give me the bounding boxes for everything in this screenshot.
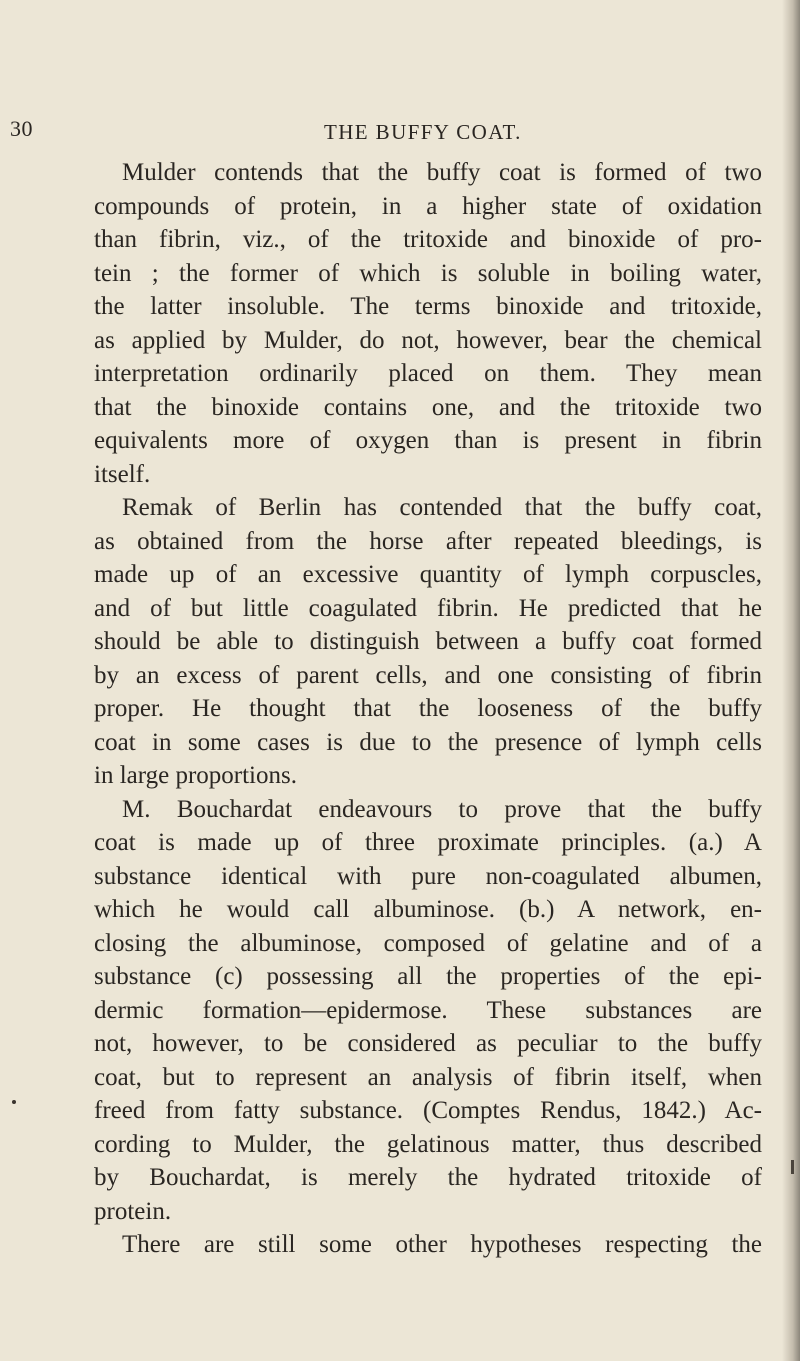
text-line: equivalents more of oxygen than is present in fibrin bbox=[94, 427, 762, 454]
margin-speck bbox=[12, 1100, 16, 1104]
text-line: There are still some other hypotheses respecting the bbox=[122, 1231, 762, 1258]
running-title: THE BUFFY COAT. bbox=[324, 120, 522, 144]
text-line: coat in some cases is due to the presence of lymph cells bbox=[94, 728, 762, 756]
text-line: should be able to distinguish between a buffy coat formed bbox=[94, 628, 762, 655]
text-line: substance identical with pure non-coagulated albumen, bbox=[94, 862, 762, 890]
text-line: not, however, to be considered as peculiar to the buffy bbox=[94, 1030, 762, 1057]
text-line: than fibrin, viz., of the tritoxide and binoxide of pro- bbox=[94, 226, 762, 253]
text-line: proper. He thought that the looseness of the buffy bbox=[94, 695, 762, 722]
text-line: closing the albuminose, composed of gelatine and of a bbox=[94, 929, 762, 957]
text-line: substance (c) possessing all the properties of the epi- bbox=[94, 963, 762, 990]
page-number: 30 bbox=[10, 116, 33, 141]
text-line: itself. bbox=[94, 460, 151, 488]
text-line: Remak of Berlin has contended that the buffy coat, bbox=[122, 494, 762, 521]
text-line: dermic formation—epidermose. These substances are bbox=[94, 996, 762, 1024]
text-line: Mulder contends that the buffy coat is formed of two bbox=[122, 159, 762, 186]
text-line: the latter insoluble. The terms binoxide and tritoxide, bbox=[94, 293, 762, 320]
text-line: as applied by Mulder, do not, however, bear the chemical bbox=[94, 326, 762, 354]
margin-mark bbox=[791, 1160, 794, 1174]
text-line: which he would call albuminose. (b.) A network, en- bbox=[94, 896, 762, 923]
text-line: cording to Mulder, the gelatinous matter, thus described bbox=[94, 1130, 762, 1158]
text-line: that the binoxide contains one, and the tritoxide two bbox=[94, 393, 762, 421]
text-line: tein ; the former of which is soluble in boiling water, bbox=[94, 259, 762, 287]
text-line: made up of an excessive quantity of lymph corpuscles, bbox=[94, 561, 762, 588]
text-line: interpretation ordinarily placed on them. They mean bbox=[94, 360, 762, 387]
page-edge-shadow bbox=[782, 0, 800, 1361]
text-line: protein. bbox=[94, 1197, 172, 1225]
text-line: as obtained from the horse after repeated bleedings, is bbox=[94, 527, 762, 555]
text-line: by an excess of parent cells, and one consisting of fibrin bbox=[94, 661, 762, 689]
text-line: by Bouchardat, is merely the hydrated tritoxide of bbox=[94, 1164, 762, 1191]
text-line: and of but little coagulated fibrin. He predicted that he bbox=[94, 594, 762, 622]
text-line: in large proportions. bbox=[94, 762, 297, 789]
text-line: coat is made up of three proximate principles. (a.) A bbox=[94, 829, 762, 856]
text-line: M. Bouchardat endeavours to prove that the buffy bbox=[122, 795, 762, 823]
text-line: coat, but to represent an analysis of fibrin itself, when bbox=[94, 1063, 762, 1091]
text-line: compounds of protein, in a higher state of oxidation bbox=[94, 192, 762, 220]
text-line: freed from fatty substance. (Comptes Rendus, 1842.) Ac- bbox=[94, 1097, 762, 1124]
body-text bbox=[94, 156, 762, 1262]
